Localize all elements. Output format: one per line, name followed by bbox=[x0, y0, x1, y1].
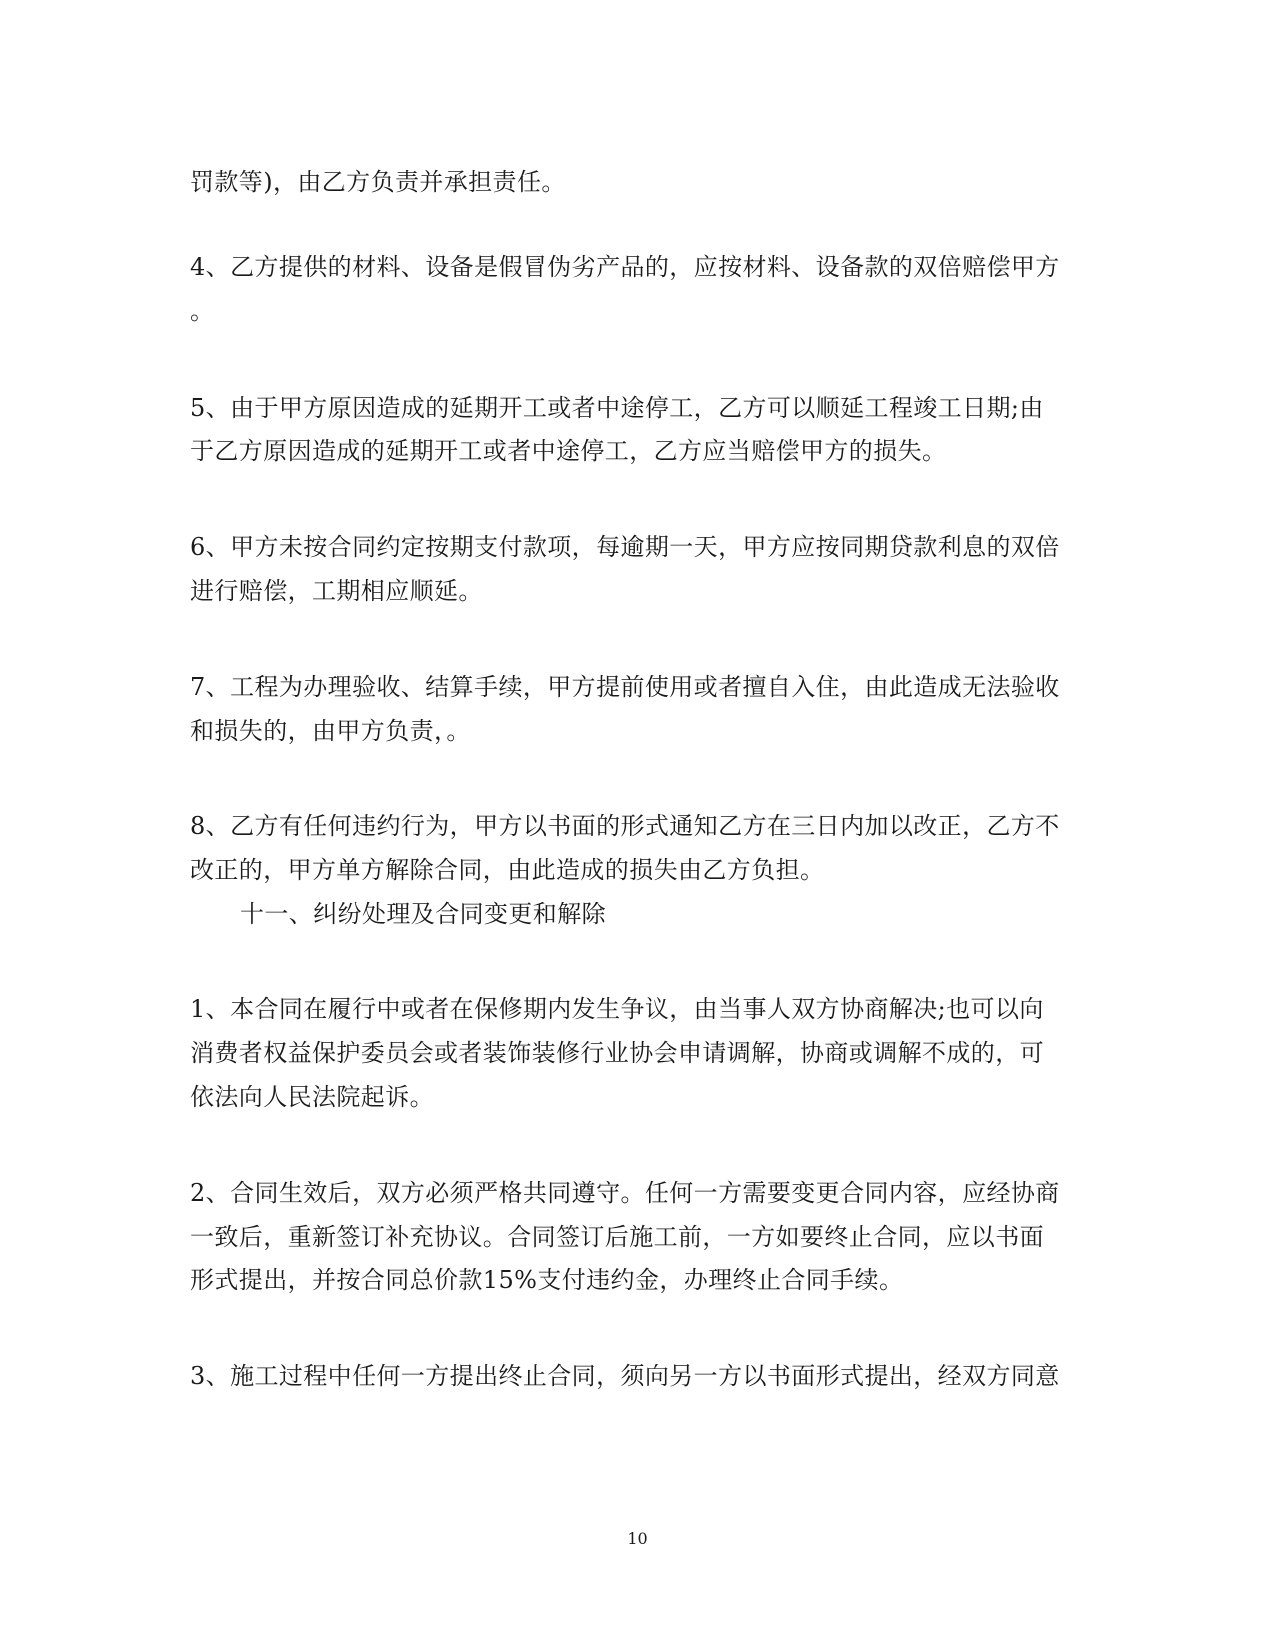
text-line: 于乙方原因造成的延期开工或者中途停工，乙方应当赔偿甲方的损失。 bbox=[190, 437, 947, 465]
page-number: 10 bbox=[627, 1529, 648, 1548]
text-line: 6、甲方未按合同约定按期支付款项，每逾期一天，甲方应按同期贷款利息的双倍 bbox=[190, 533, 1060, 561]
text-line: 依法向人民法院起诉。 bbox=[190, 1083, 434, 1111]
text-line: 罚款等)，由乙方负责并承担责任。 bbox=[190, 168, 566, 196]
text-line: 3、施工过程中任何一方提出终止合同，须向另一方以书面形式提出，经双方同意 bbox=[190, 1362, 1060, 1390]
text-line: 1、本合同在履行中或者在保修期内发生争议，由当事人双方协商解决;也可以向 bbox=[190, 995, 1044, 1023]
text-line: 和损失的，由甲方负责，。 bbox=[190, 717, 471, 745]
text-line: 一致后，重新签订补充协议。合同签订后施工前，一方如要终止合同，应以书面 bbox=[190, 1223, 1044, 1251]
text-line: 4、乙方提供的材料、设备是假冒伪劣产品的，应按材料、设备款的双倍赔偿甲方 bbox=[190, 253, 1060, 281]
text-line: 8、乙方有任何违约行为，甲方以书面的形式通知乙方在三日内加以改正，乙方不 bbox=[190, 812, 1060, 840]
text-line: 。 bbox=[190, 297, 215, 325]
text-line: 7、工程为办理验收、结算手续，甲方提前使用或者擅自入住，由此造成无法验收 bbox=[190, 673, 1060, 701]
text-line: 5、由于甲方原因造成的延期开工或者中途停工，乙方可以顺延工程竣工日期;由 bbox=[190, 394, 1044, 422]
text-line: 消费者权益保护委员会或者装饰装修行业协会申请调解，协商或调解不成的，可 bbox=[190, 1039, 1044, 1067]
text-line: 进行赔偿，工期相应顺延。 bbox=[190, 577, 483, 605]
section-heading: 十一、纠纷处理及合同变更和解除 bbox=[240, 900, 606, 928]
text-line: 形式提出，并按合同总价款15%支付违约金，办理终止合同手续。 bbox=[190, 1266, 904, 1294]
text-line: 改正的，甲方单方解除合同，由此造成的损失由乙方负担。 bbox=[190, 856, 825, 884]
text-line: 2、合同生效后，双方必须严格共同遵守。任何一方需要变更合同内容，应经协商 bbox=[190, 1179, 1060, 1207]
